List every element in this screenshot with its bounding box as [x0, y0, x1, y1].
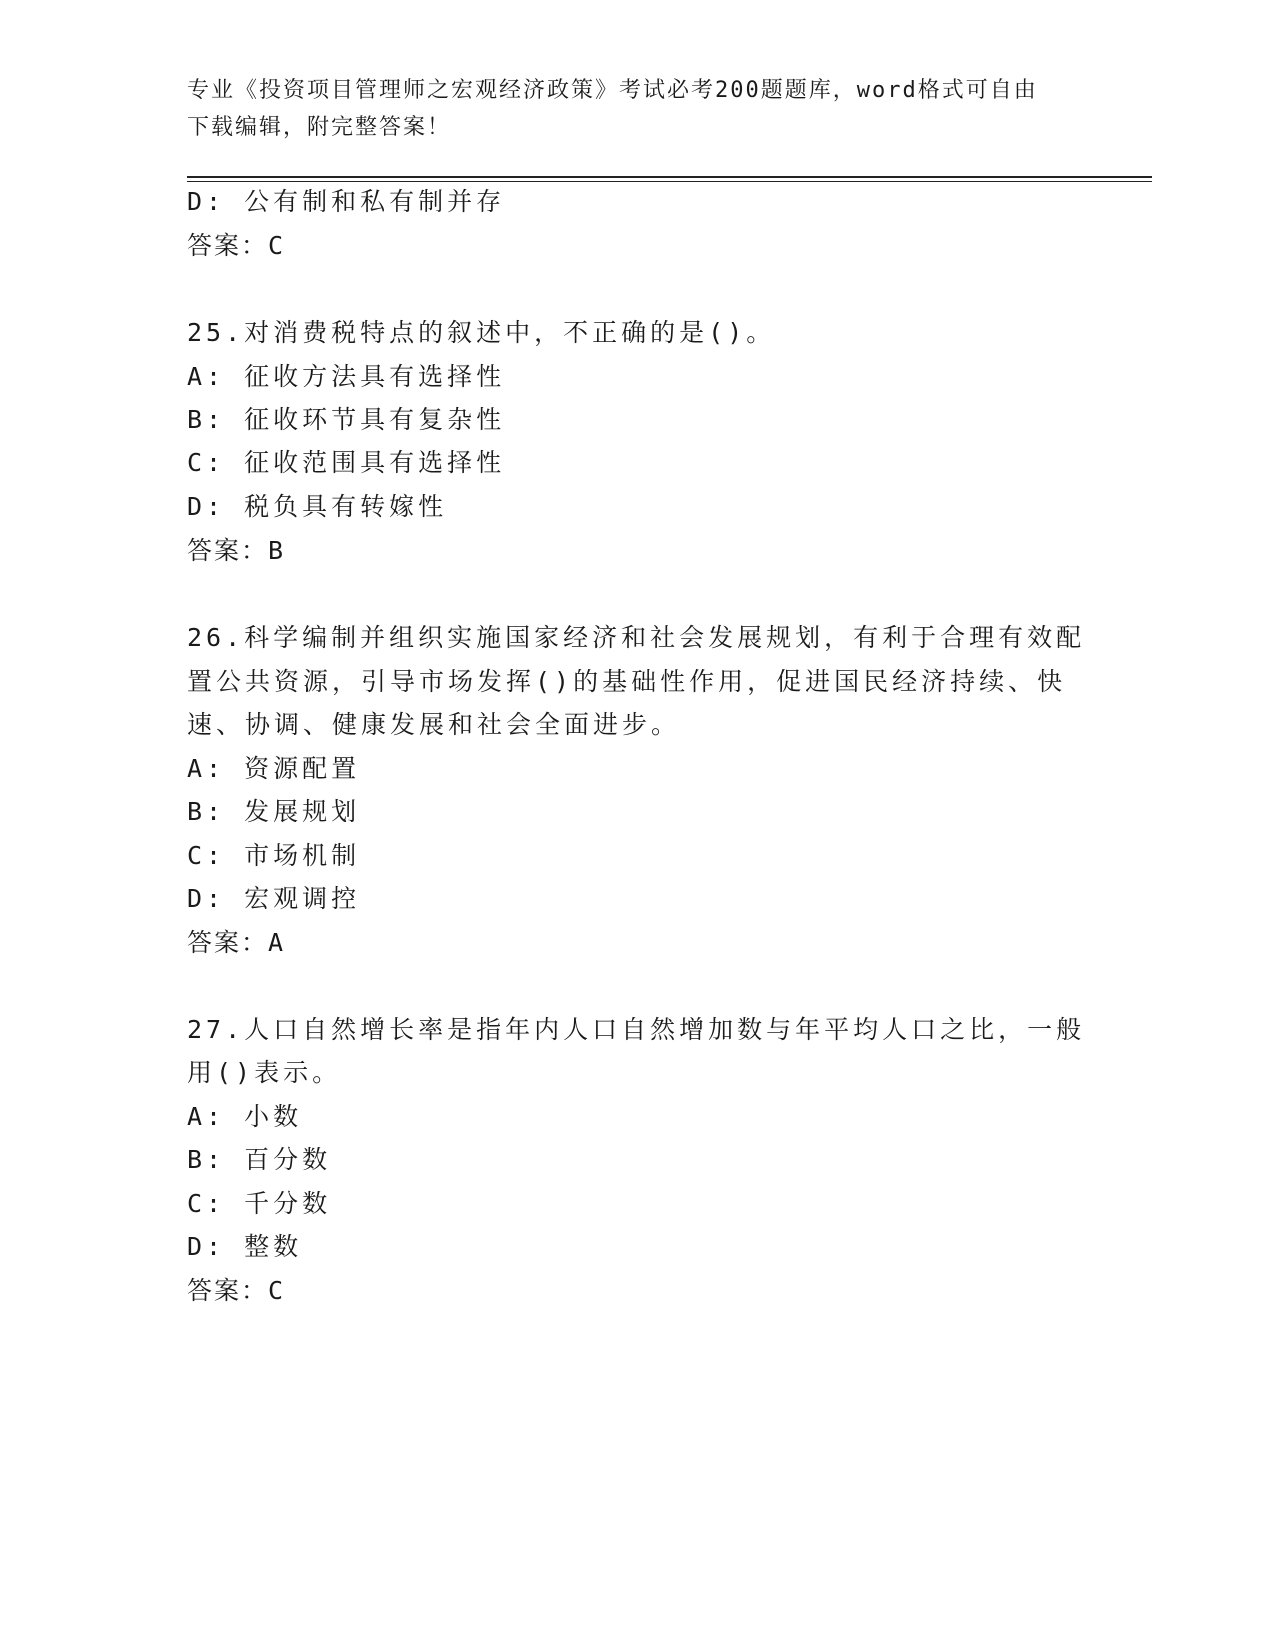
- q25-option-d: D: 税负具有转嫁性: [187, 492, 448, 521]
- q25-option-c: C: 征收范围具有选择性: [187, 448, 506, 477]
- q27-option-c: C: 千分数: [187, 1189, 332, 1218]
- q25-answer: 答案：B: [187, 536, 286, 565]
- q25-option-a: A: 征收方法具有选择性: [187, 362, 506, 391]
- q26-option-a: A: 资源配置: [187, 754, 361, 783]
- q27-stem-line-2: 用()表示。: [187, 1058, 342, 1087]
- q24-option-d: D: 公有制和私有制并存: [187, 187, 506, 216]
- q25-option-b: B: 征收环节具有复杂性: [187, 405, 506, 434]
- q26-stem-line-2: 置公共资源，引导市场发挥()的基础性作用，促进国民经济持续、快: [187, 667, 1067, 696]
- header-divider-thin: [187, 181, 1152, 182]
- q26-answer: 答案：A: [187, 928, 286, 957]
- q26-stem-line-3: 速、协调、健康发展和社会全面进步。: [187, 710, 681, 739]
- q25-stem: 25.对消费税特点的叙述中，不正确的是()。: [187, 318, 776, 347]
- q27-option-d: D: 整数: [187, 1232, 303, 1261]
- q27-answer: 答案：C: [187, 1276, 286, 1305]
- q26-option-b: B: 发展规划: [187, 797, 361, 826]
- q24-answer: 答案：C: [187, 231, 286, 260]
- document-header: [187, 72, 1087, 146]
- header-title-line-1: 专业《投资项目管理师之宏观经济政策》考试必考200题题库，word格式可自由: [187, 78, 1038, 103]
- q27-option-a: A: 小数: [187, 1102, 303, 1131]
- q27-stem-line-1: 27.人口自然增长率是指年内人口自然增加数与年平均人口之比，一般: [187, 1015, 1086, 1044]
- q26-stem-line-1: 26.科学编制并组织实施国家经济和社会发展规划，有利于合理有效配: [187, 623, 1086, 652]
- q27-option-b: B: 百分数: [187, 1145, 332, 1174]
- header-title-line-2: 下载编辑，附完整答案！: [187, 115, 452, 140]
- q26-option-c: C: 市场机制: [187, 841, 361, 870]
- q26-option-d: D: 宏观调控: [187, 884, 361, 913]
- header-divider-thick: [187, 176, 1152, 178]
